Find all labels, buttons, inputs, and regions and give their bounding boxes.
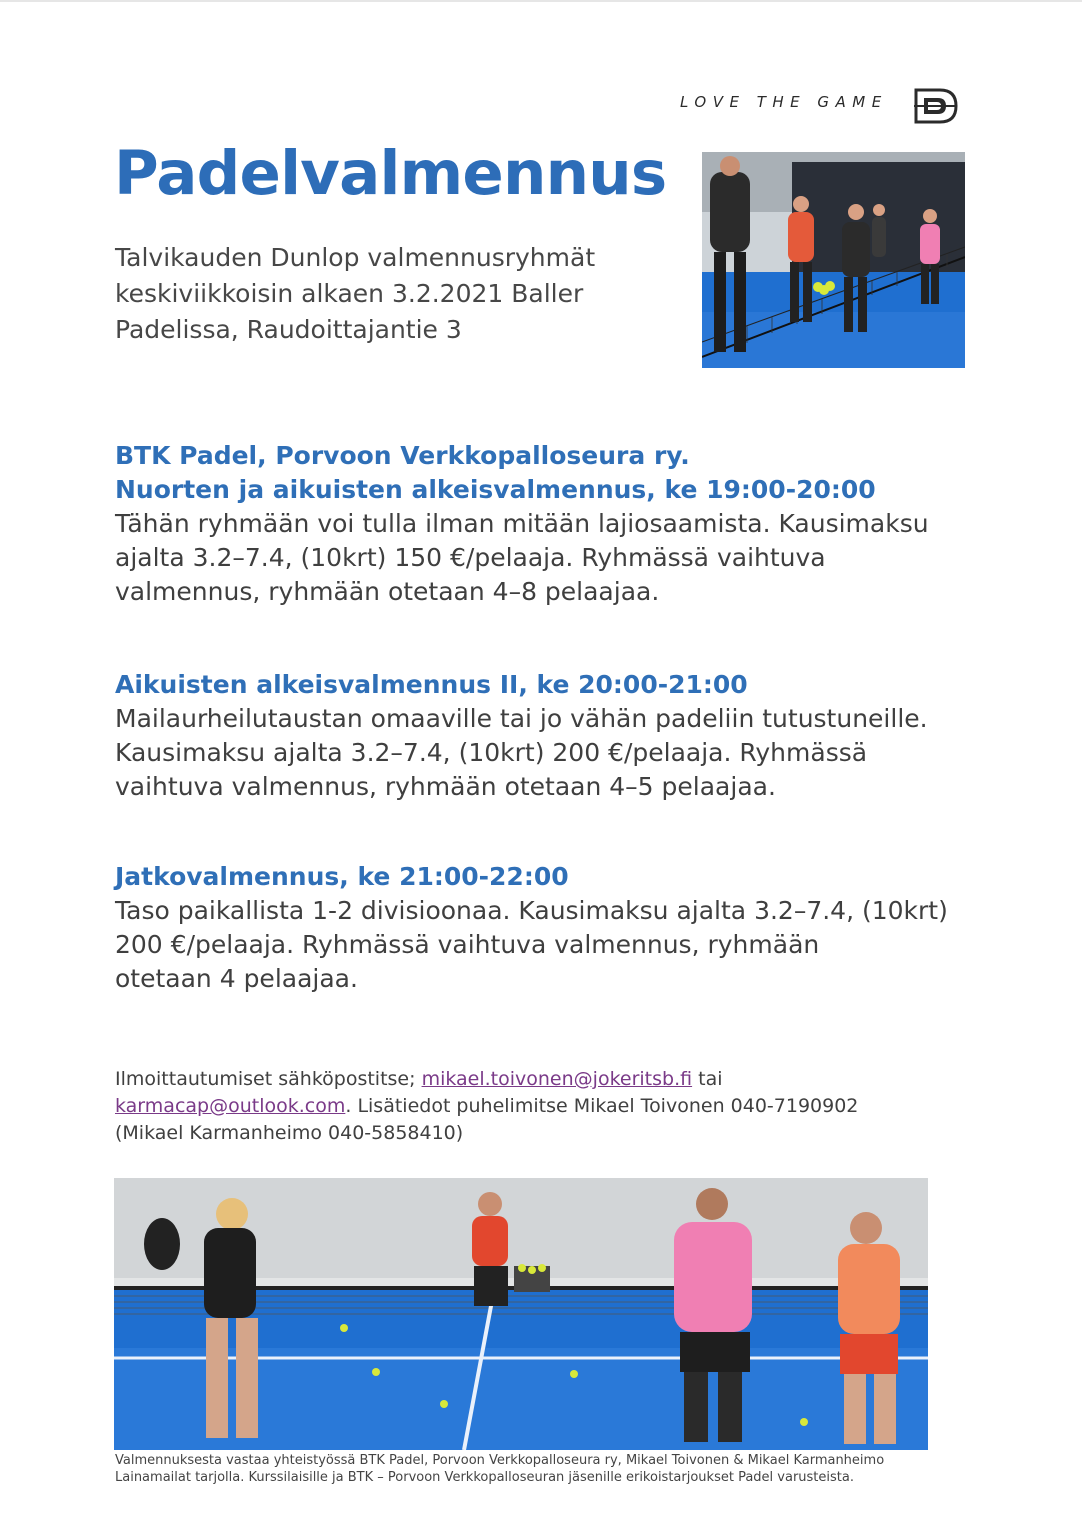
court-photo-illustration [702,152,965,368]
padel-players-photo-top [702,152,965,368]
contact-info [115,1066,1015,1147]
section-advanced [115,860,995,996]
subtitle [115,240,685,348]
caption-line: Lainamailat tarjolla. Kurssilaisille ja BTK – Porvoon Verkkopalloseuran jäsenille erikoistarjoukset Padel varusteista. [115,1470,854,1485]
court-photo-illustration [114,1178,928,1450]
contact-prefix: Ilmoittautumiset sähköpostitse; [115,1068,422,1090]
contact-line-3: (Mikael Karmanheimo 040-5858410) [115,1122,464,1144]
top-border [0,0,1082,6]
section-body [115,894,995,996]
email-link-toivonen[interactable]: mikael.toivonen@jokeritsb.fi [421,1068,693,1090]
body-line: Taso paikallista 1-2 divisioonaa. Kausimaksu ajalta 3.2–7.4, (10krt) [115,896,948,925]
body-line: Kausimaksu ajalta 3.2–7.4, (10krt) 200 €/pelaaja. Ryhmässä [115,738,868,767]
body-line: otetaan 4 pelaajaa. [115,964,358,993]
body-line: Tähän ryhmään voi tulla ilman mitään lajiosaamista. Kausimaksu [115,509,929,538]
email-link-karmacap[interactable]: karmacap@outlook.com [115,1095,346,1117]
contact-line-1 [115,1066,1015,1093]
brand-tagline: LOVE THE GAME [680,93,888,111]
padel-players-photo-bottom [114,1178,928,1450]
body-line: 200 €/pelaaja. Ryhmässä vaihtuva valmennus, ryhmään [115,930,820,959]
section-adult-beginners-ii [115,668,995,804]
section-body [115,507,995,609]
section-beginners-youth-adults [115,439,995,609]
caption-line: Valmennuksesta vastaa yhteistyössä BTK Padel, Porvoon Verkkopalloseura ry, Mikael Toivonen & Mikael Karmanheimo [115,1453,885,1468]
dunlop-logo-icon [912,84,958,128]
body-line: vaihtuva valmennus, ryhmään otetaan 4–5 pelaajaa. [115,772,776,801]
body-line: Mailaurheilutaustan omaaville tai jo vähän padeliin tutustuneille. [115,704,928,733]
section-heading: Aikuisten alkeisvalmennus II, ke 20:00-21:00 [115,670,748,699]
contact-mid: tai [692,1068,723,1090]
section-heading: Nuorten ja aikuisten alkeisvalmennus, ke 19:00-20:00 [115,475,876,504]
contact-phone-text: . Lisätiedot puhelimitse Mikael Toivonen 040-7190902 [345,1095,859,1117]
section-heading: BTK Padel, Porvoon Verkkopalloseura ry. [115,441,690,470]
section-body [115,702,995,804]
footer-caption [115,1452,1015,1486]
subtitle-line: Padelissa, Raudoittajantie 3 [115,315,462,344]
subtitle-line: keskiviikkoisin alkaen 3.2.2021 Baller [115,279,584,308]
page-title: Padelvalmennus [114,138,667,209]
contact-line-2 [115,1093,1015,1120]
brand-header [680,84,962,128]
section-heading: Jatkovalmennus, ke 21:00-22:00 [115,862,569,891]
body-line: valmennus, ryhmään otetaan 4–8 pelaajaa. [115,577,660,606]
body-line: ajalta 3.2–7.4, (10krt) 150 €/pelaaja. Ryhmässä vaihtuva [115,543,826,572]
subtitle-line: Talvikauden Dunlop valmennusryhmät [115,243,596,272]
